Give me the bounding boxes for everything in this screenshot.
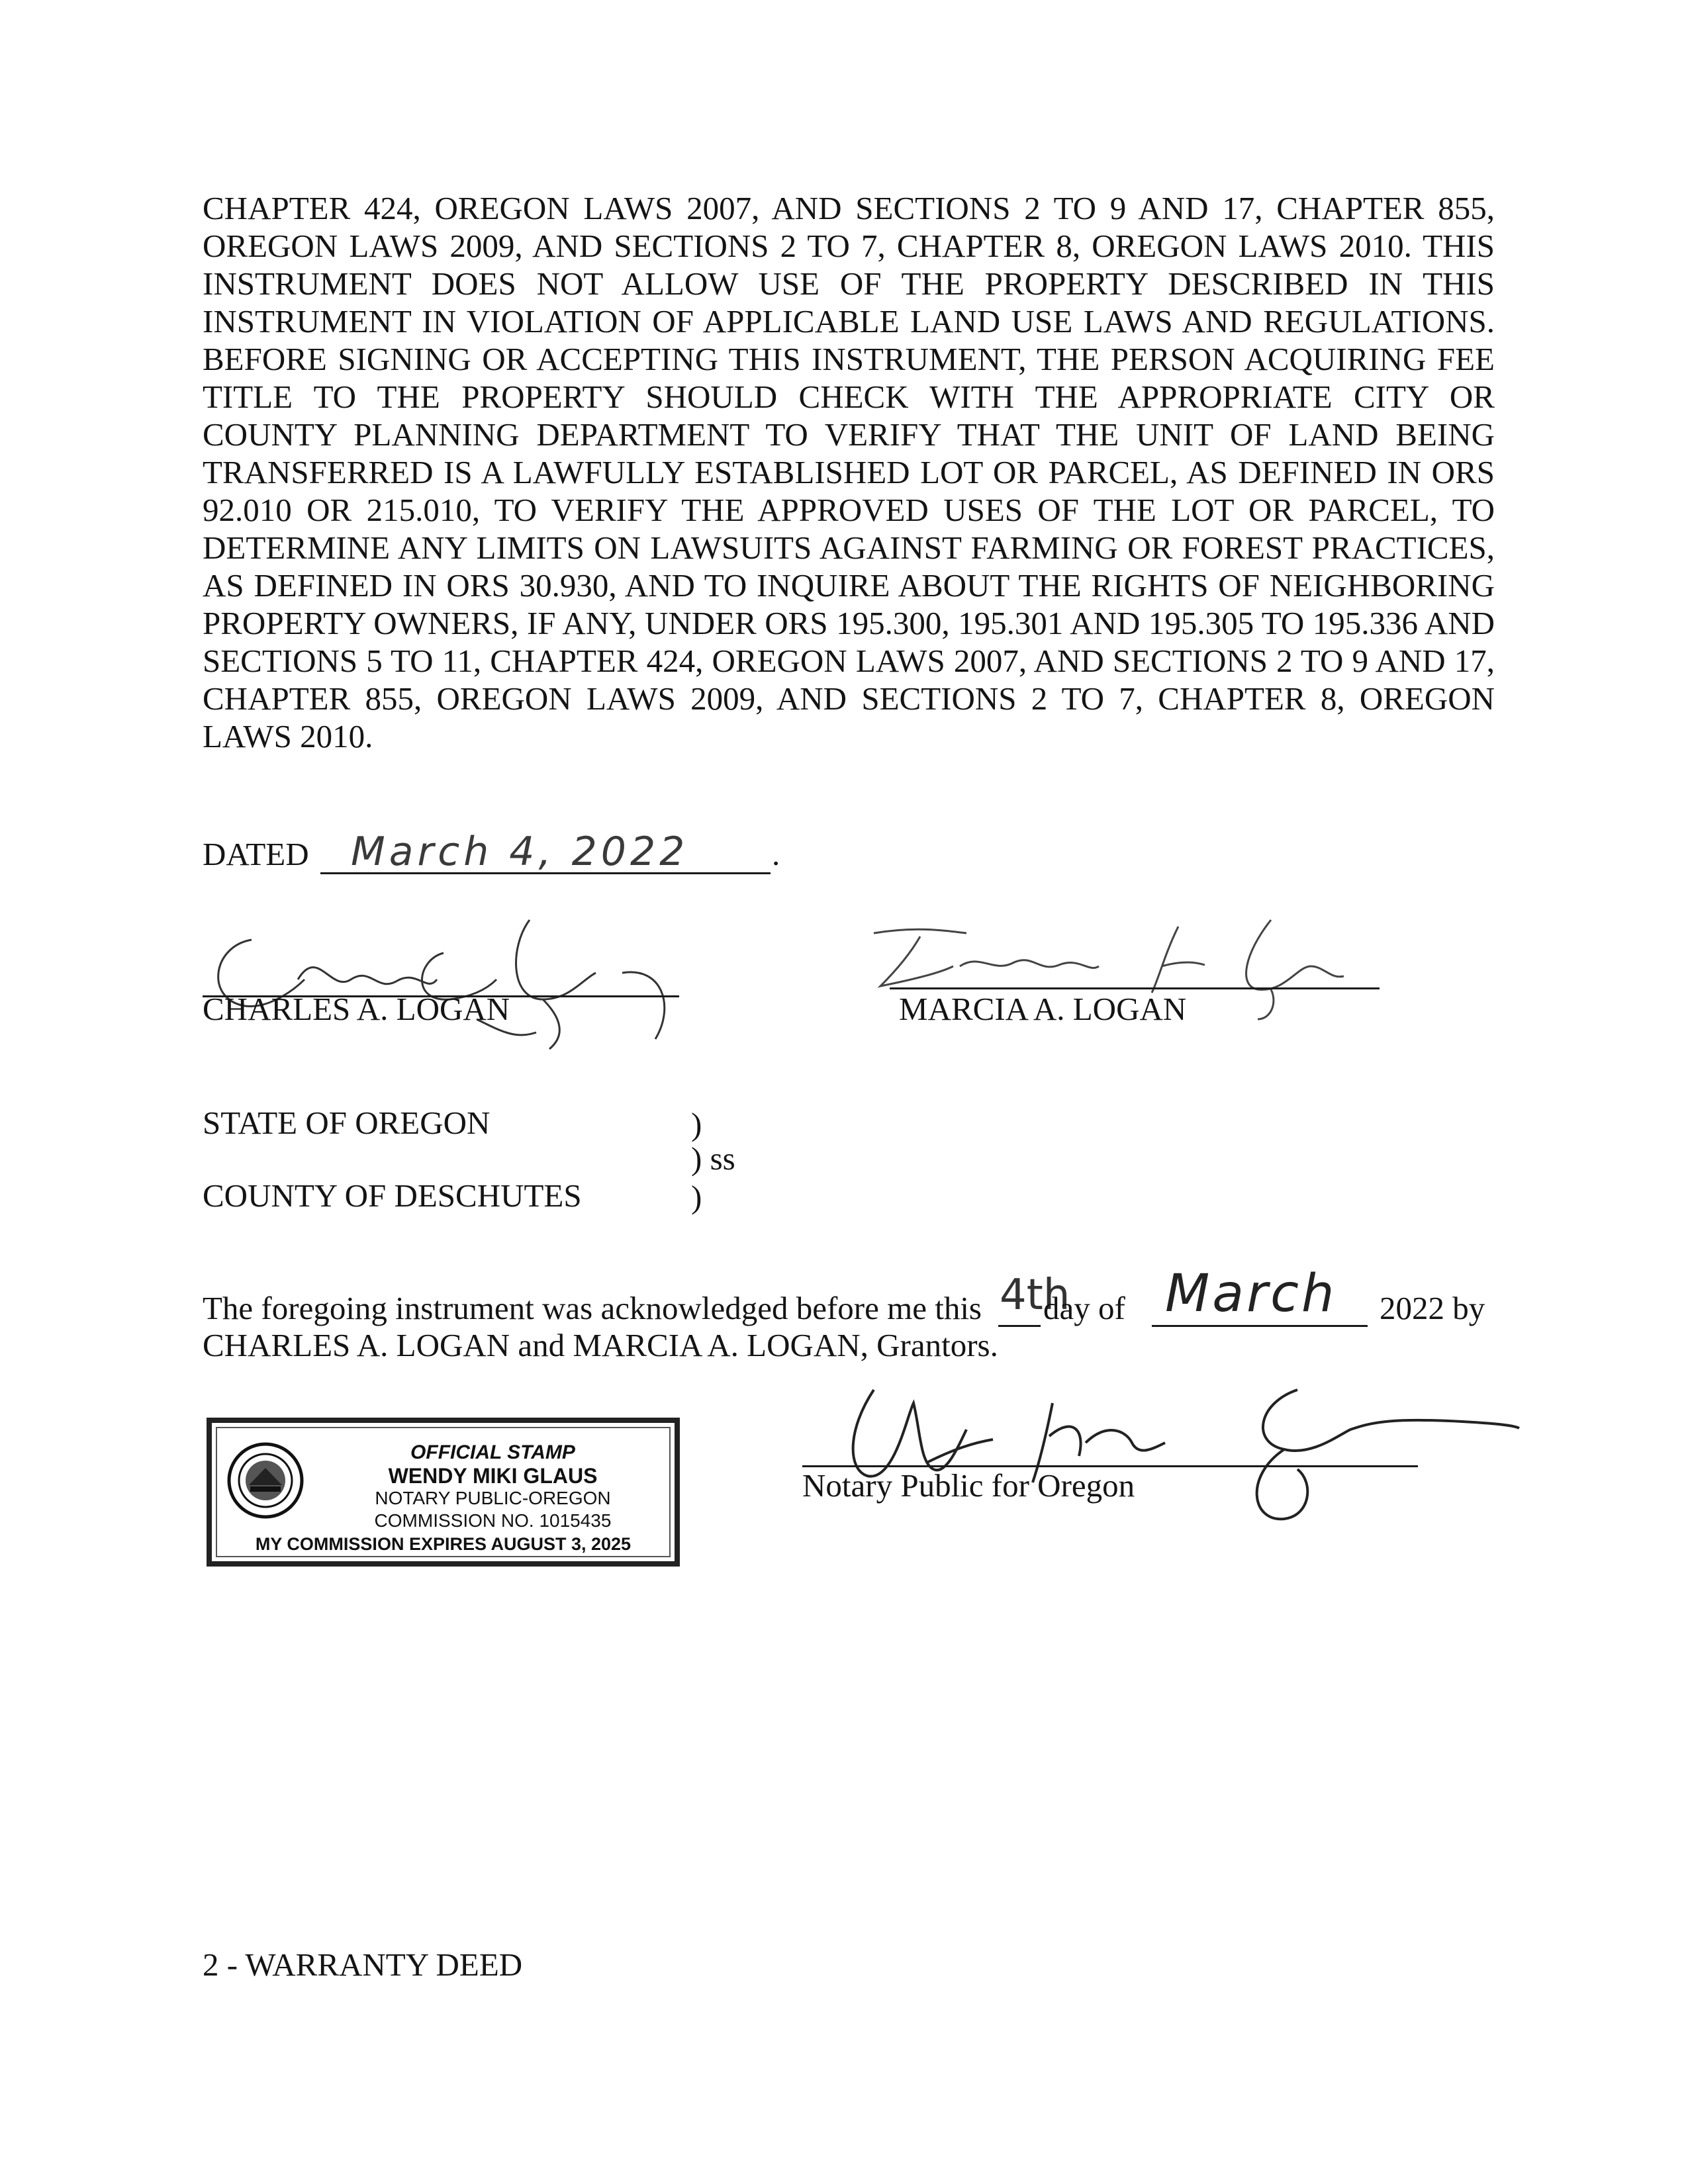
stamp-line-expires: MY COMMISSION EXPIRES AUGUST 3, 2025 [255,1534,632,1554]
marcia-signature-line [890,987,1380,989]
notary-public-label: Notary Public for Oregon [802,1467,1135,1504]
grantor-2-name: MARCIA A. LOGAN [899,991,1187,1027]
ack-month-underline [1152,1325,1368,1327]
stamp-line-commission: COMMISSION NO. 1015435 [374,1510,612,1531]
stamp-line-official: OFFICIAL STAMP [410,1441,575,1463]
deed-body-paragraph: CHAPTER 424, OREGON LAWS 2007, AND SECTIONS 2 TO 9 AND 17, CHAPTER 855, OREGON LAWS 2009, AND SECTIONS 2 TO 7, CHAPTER 8, OREGON LAWS 2010. THIS INSTRUMENT DOES NOT ALLOW USE OF THE PROPERTY DESCRIBED IN THIS INSTRUMENT IN VIOLATION OF APPLICABLE LAND USE LAWS AND REGULATIONS. BEFORE SIGNING OR ACCEPTING THIS INSTRUMENT, THE PERSON ACQUIRING FEE TITLE TO THE PROPERTY SHOULD CHECK WITH THE APPROPRIATE CITY OR COUNTY PLANNING DEPARTMENT TO VERIFY THAT THE UNIT OF LAND BEING TRANSFERRED IS A LAWFULLY ESTABLISHED LOT OR PARCEL, AS DEFINED IN ORS 92.010 OR 215.010, TO VERIFY THE APPROVED USES OF THE LOT OR PARCEL, TO DETERMINE ANY LIMITS ON LAWSUITS AGAINST FARMING OR FOREST PRACTICES, AS DEFINED IN ORS 30.930, AND TO INQUIRE ABOUT THE RIGHTS OF NEIGHBORING PROPERTY OWNERS, IF ANY, UNDER ORS 195.300, 195.301 AND 195.305 TO 195.336 AND SECTIONS 5 TO 11, CHAPTER 424, OREGON LAWS 2007, AND SECTIONS 2 TO 9 AND 17, CHAPTER 855, OREGON LAWS 2009, AND SECTIONS 2 TO 7, CHAPTER 8, OREGON LAWS 2010. [203,190,1495,754]
oregon-state-seal-icon [226,1441,305,1520]
venue-paren-ss: ) ss [691,1140,735,1177]
venue-county: COUNTY OF DESCHUTES [203,1177,582,1214]
stamp-line-notary: NOTARY PUBLIC-OREGON [375,1488,611,1508]
ack-year-by: 2022 by [1380,1290,1485,1326]
venue-state: STATE OF OREGON [203,1105,491,1141]
ack-text-before-day: The foregoing instrument was acknowledged before me this [203,1290,982,1326]
charles-logan-signature [199,907,702,1059]
grantor-1-name: CHARLES A. LOGAN [203,991,510,1027]
ack-month-handwritten: March [1165,1264,1337,1324]
ack-day-of: day of [1043,1290,1125,1326]
stamp-line-name: WENDY MIKI GLAUS [388,1464,598,1488]
page-footer: 2 - WARRANTY DEED [203,1946,523,1983]
handwritten-date: March 4, 2022 [351,829,689,875]
ack-day-underline [998,1325,1041,1327]
venue-paren-bottom: ) [691,1179,702,1215]
notary-signature [821,1377,1523,1529]
dated-period: . [772,836,780,872]
venue-paren-top: ) [691,1106,702,1142]
notary-official-stamp [207,1418,680,1567]
ack-day-handwritten: 4th [1000,1271,1070,1320]
dated-label: DATED [203,836,309,872]
ack-grantors-line: CHARLES A. LOGAN and MARCIA A. LOGAN, Grantors. [203,1327,998,1363]
